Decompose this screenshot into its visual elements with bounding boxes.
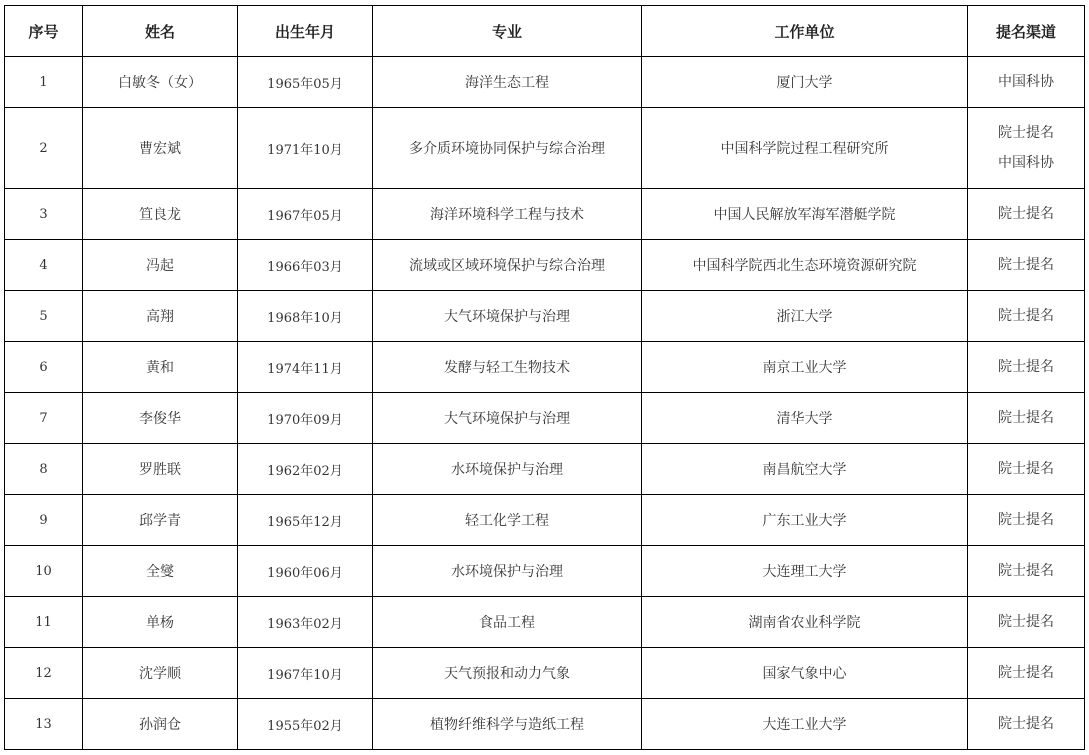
channel-label: 院士提名: [998, 614, 1054, 630]
cell-index: 7: [5, 393, 83, 444]
cell-channel: [968, 342, 1085, 393]
cell-name: 黄和: [83, 342, 238, 393]
cell-channel: [968, 699, 1085, 750]
cell-name: 全燮: [83, 546, 238, 597]
channel-label: 院士提名: [998, 665, 1054, 681]
cell-birth: 1965年12月: [238, 495, 373, 546]
cell-channel: [968, 495, 1085, 546]
cell-index: 13: [5, 699, 83, 750]
cell-channel: [968, 108, 1085, 189]
cell-channel: [968, 57, 1085, 108]
cell-birth: 1963年02月: [238, 597, 373, 648]
cell-employer: 大连工业大学: [642, 699, 968, 750]
table-row: [5, 342, 1085, 393]
table-row: [5, 597, 1085, 648]
table-row: [5, 240, 1085, 291]
table-row: [5, 699, 1085, 750]
cell-employer: 浙江大学: [642, 291, 968, 342]
cell-index: 2: [5, 108, 83, 189]
cell-major: 水环境保护与治理: [373, 546, 642, 597]
cell-birth: 1968年10月: [238, 291, 373, 342]
cell-index: 6: [5, 342, 83, 393]
header-row: [5, 6, 1085, 57]
cell-channel: [968, 393, 1085, 444]
cell-name: 单杨: [83, 597, 238, 648]
header-employer: 工作单位: [642, 6, 968, 57]
cell-employer: 湖南省农业科学院: [642, 597, 968, 648]
channel-label: 院士提名: [998, 359, 1054, 375]
cell-channel: [968, 546, 1085, 597]
cell-major: 植物纤维科学与造纸工程: [373, 699, 642, 750]
header-name: 姓名: [83, 6, 238, 57]
header-channel: 提名渠道: [968, 6, 1085, 57]
channel-label: 院士提名: [998, 563, 1054, 579]
channel-label: 院士提名: [998, 206, 1054, 222]
cell-channel: [968, 189, 1085, 240]
cell-employer: 广东工业大学: [642, 495, 968, 546]
cell-channel: [968, 597, 1085, 648]
cell-name: 沈学顺: [83, 648, 238, 699]
table-row: [5, 393, 1085, 444]
channel-label: 院士提名: [998, 512, 1054, 528]
cell-birth: 1971年10月: [238, 108, 373, 189]
cell-major: 海洋生态工程: [373, 57, 642, 108]
cell-major: 天气预报和动力气象: [373, 648, 642, 699]
cell-channel: [968, 240, 1085, 291]
channel-label: 中国科协: [998, 155, 1054, 171]
cell-index: 3: [5, 189, 83, 240]
cell-employer: 南京工业大学: [642, 342, 968, 393]
cell-birth: 1962年02月: [238, 444, 373, 495]
cell-index: 11: [5, 597, 83, 648]
table-row: [5, 189, 1085, 240]
channel-label: 院士提名: [998, 716, 1054, 732]
cell-birth: 1967年10月: [238, 648, 373, 699]
cell-name: 曹宏斌: [83, 108, 238, 189]
cell-major: 海洋环境科学工程与技术: [373, 189, 642, 240]
cell-major: 轻工化学工程: [373, 495, 642, 546]
cell-birth: 1970年09月: [238, 393, 373, 444]
cell-birth: 1967年05月: [238, 189, 373, 240]
table-row: [5, 291, 1085, 342]
cell-employer: 清华大学: [642, 393, 968, 444]
cell-index: 5: [5, 291, 83, 342]
cell-employer: 中国人民解放军海军潜艇学院: [642, 189, 968, 240]
cell-birth: 1955年02月: [238, 699, 373, 750]
cell-index: 4: [5, 240, 83, 291]
cell-major: 大气环境保护与治理: [373, 291, 642, 342]
cell-employer: 厦门大学: [642, 57, 968, 108]
channel-label: 院士提名: [998, 461, 1054, 477]
cell-birth: 1974年11月: [238, 342, 373, 393]
cell-birth: 1966年03月: [238, 240, 373, 291]
table-row: [5, 546, 1085, 597]
table-row: [5, 108, 1085, 189]
table-row: [5, 444, 1085, 495]
channel-label: 中国科协: [998, 74, 1054, 90]
cell-channel: [968, 291, 1085, 342]
header-major: 专业: [373, 6, 642, 57]
cell-birth: 1960年06月: [238, 546, 373, 597]
cell-name: 白敏冬（女）: [83, 57, 238, 108]
cell-index: 8: [5, 444, 83, 495]
channel-label: 院士提名: [998, 257, 1054, 273]
cell-employer: 中国科学院过程工程研究所: [642, 108, 968, 189]
cell-name: 罗胜联: [83, 444, 238, 495]
cell-employer: 国家气象中心: [642, 648, 968, 699]
cell-index: 12: [5, 648, 83, 699]
candidate-table: [4, 5, 1085, 750]
cell-name: 笪良龙: [83, 189, 238, 240]
channel-label: 院士提名: [998, 125, 1054, 141]
cell-name: 孙润仓: [83, 699, 238, 750]
header-birth: 出生年月: [238, 6, 373, 57]
cell-major: 多介质环境协同保护与综合治理: [373, 108, 642, 189]
table-row: [5, 648, 1085, 699]
table-row: [5, 57, 1085, 108]
cell-major: 食品工程: [373, 597, 642, 648]
cell-index: 10: [5, 546, 83, 597]
cell-index: 9: [5, 495, 83, 546]
channel-label: 院士提名: [998, 308, 1054, 324]
header-index: 序号: [5, 6, 83, 57]
channel-label: 院士提名: [998, 410, 1054, 426]
cell-name: 李俊华: [83, 393, 238, 444]
cell-name: 邱学青: [83, 495, 238, 546]
cell-name: 高翔: [83, 291, 238, 342]
table-body: [5, 57, 1085, 750]
cell-channel: [968, 444, 1085, 495]
cell-major: 发酵与轻工生物技术: [373, 342, 642, 393]
cell-employer: 南昌航空大学: [642, 444, 968, 495]
table-row: [5, 495, 1085, 546]
table-header: [5, 6, 1085, 57]
cell-major: 流域或区域环境保护与综合治理: [373, 240, 642, 291]
cell-employer: 大连理工大学: [642, 546, 968, 597]
cell-name: 冯起: [83, 240, 238, 291]
cell-channel: [968, 648, 1085, 699]
cell-birth: 1965年05月: [238, 57, 373, 108]
cell-employer: 中国科学院西北生态环境资源研究院: [642, 240, 968, 291]
cell-major: 水环境保护与治理: [373, 444, 642, 495]
cell-major: 大气环境保护与治理: [373, 393, 642, 444]
cell-index: 1: [5, 57, 83, 108]
